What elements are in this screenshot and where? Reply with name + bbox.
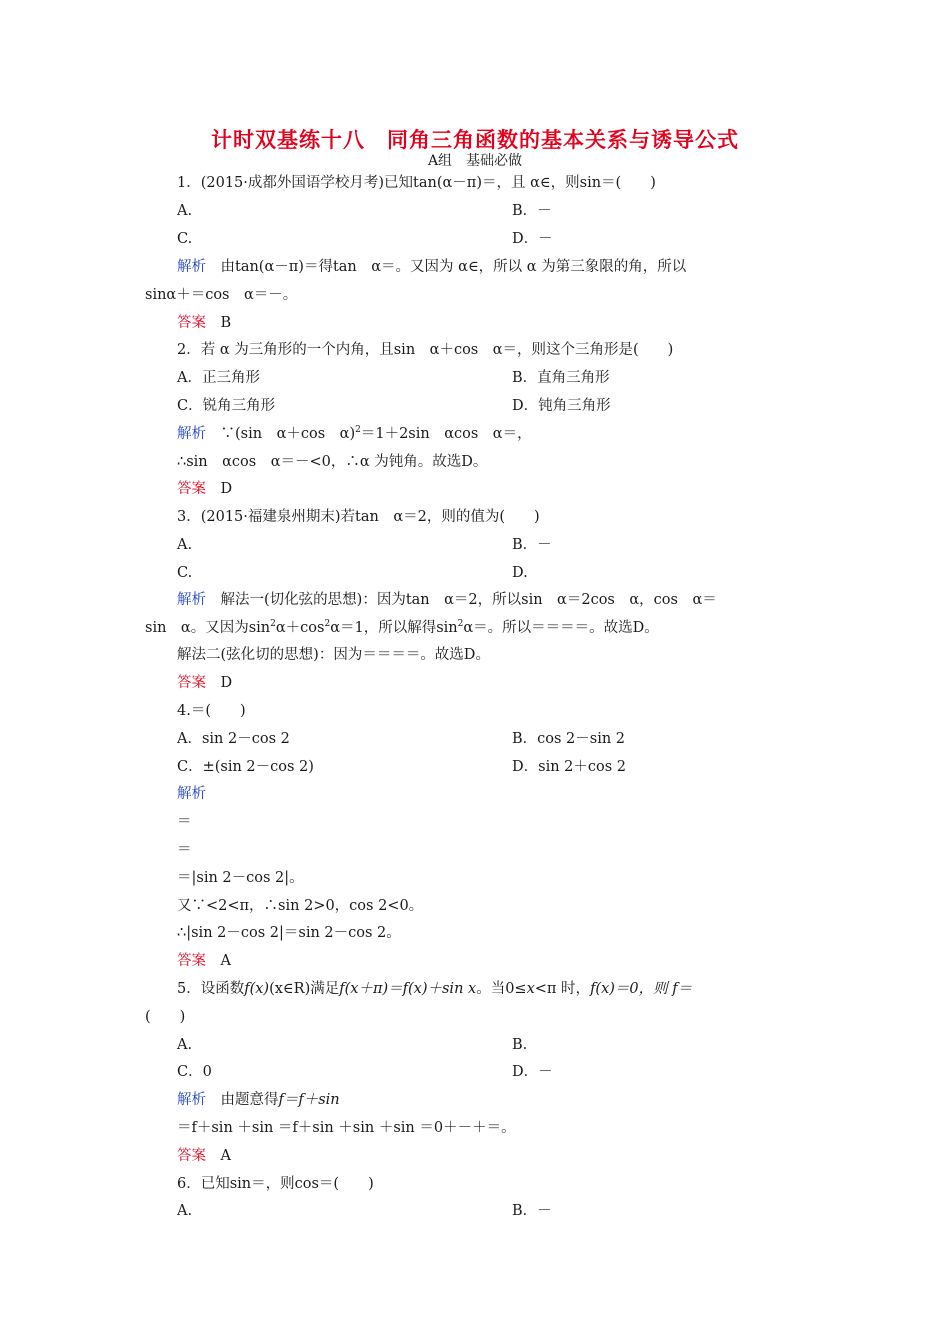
section-subtitle: A组 基础必做 <box>427 153 523 169</box>
q4-answer: 答案 A <box>177 953 231 969</box>
q3-option-d: D. <box>512 565 528 581</box>
q4-step-3: ＝|sin 2－cos 2|。 <box>177 870 304 886</box>
q5-option-c: C．0 <box>177 1064 212 1080</box>
q2-analysis: 解析 ∵(sin α＋cos α)$^2$＝1＋2sin αcos α＝， <box>177 425 532 442</box>
q4-step-5: ∴|sin 2－cos 2|＝sin 2－cos 2。 <box>177 925 401 941</box>
q1-analysis-cont: sinα＋＝cos α＝－。 <box>145 287 298 303</box>
q6-option-a: A. <box>177 1203 193 1219</box>
q3-answer: 答案 D <box>177 675 233 691</box>
analysis-label: 解析 <box>177 259 206 275</box>
analysis-label: 解析 <box>177 592 206 608</box>
q3-option-b: B．－ <box>512 537 552 553</box>
page-title: 计时双基练十八 同角三角函数的基本关系与诱导公式 <box>211 128 739 152</box>
q4-analysis-label: 解析 <box>177 786 206 802</box>
q3-option-c: C. <box>177 565 193 581</box>
q3-stem: 3．(2015·福建泉州期末)若tan α＝2，则的值为( ) <box>177 509 540 525</box>
answer-label: 答案 <box>177 1148 206 1164</box>
q5-stem: 5．设函数f(x)(x∈R)满足f(x＋π)＝f(x)＋sin x。当0≤x<π 时，f(x)＝0，则 f＝ <box>177 981 693 997</box>
q5-option-a: A. <box>177 1037 193 1053</box>
q1-option-c: C. <box>177 231 193 247</box>
q4-step-2: ＝ <box>177 842 192 858</box>
q4-option-a: A．sin 2－cos 2 <box>177 731 290 747</box>
q6-stem: 6．已知sin＝，则cos＝( ) <box>177 1176 374 1192</box>
q3-analysis: 解析 解法一(切化弦的思想)：因为tan α＝2，所以sin α＝2cos α，cos α＝ <box>177 592 717 608</box>
q1-option-a: A. <box>177 203 193 219</box>
answer-label: 答案 <box>177 953 206 969</box>
q4-option-b: B．cos 2－sin 2 <box>512 731 626 747</box>
q2-option-c: C．锐角三角形 <box>177 398 276 414</box>
q5-answer: 答案 A <box>177 1148 231 1164</box>
analysis-label: 解析 <box>177 1092 206 1108</box>
q1-answer: 答案 B <box>177 315 232 331</box>
q2-answer: 答案 D <box>177 481 233 497</box>
q3-analysis-cont: sin α。又因为$\sin^2\alpha+\cos^2\alpha=1$，所以解得$\sin^2\alpha=$。所以＝＝＝＝。故选D。 <box>145 619 659 636</box>
answer-label: 答案 <box>177 315 206 331</box>
q3-option-a: A. <box>177 537 193 553</box>
q4-option-c: C．±(sin 2－cos 2) <box>177 759 314 775</box>
q1-stem: 1．(2015·成都外国语学校月考)已知tan(α－π)＝，且 α∈，则sin＝( ) <box>177 175 656 191</box>
q6-option-b: B．－ <box>512 1203 552 1219</box>
q4-step-4: 又∵<2<π，∴sin 2>0，cos 2<0。 <box>177 898 424 914</box>
q4-step-1: ＝ <box>177 814 192 830</box>
q2-option-d: D．钝角三角形 <box>512 398 611 414</box>
answer-label: 答案 <box>177 481 206 497</box>
q2-stem: 2．若 α 为三角形的一个内角，且sin α＋cos α＝，则这个三角形是( ) <box>177 342 674 358</box>
answer-label: 答案 <box>177 675 206 691</box>
q5-option-b: B. <box>512 1037 528 1053</box>
q1-option-b: B．－ <box>512 203 552 219</box>
q5-option-d: D．－ <box>512 1064 553 1080</box>
q1-option-d: D．－ <box>512 231 553 247</box>
q5-analysis-cont: ＝f＋sin ＋sin ＝f＋sin ＋sin ＋sin ＝0＋－＋＝。 <box>177 1120 516 1136</box>
q5-stem-paren: ( ) <box>145 1009 186 1025</box>
q3-analysis-method2: 解法二(弦化切的思想)：因为＝＝＝＝。故选D。 <box>177 647 490 663</box>
q2-option-a: A．正三角形 <box>177 370 260 386</box>
q4-option-d: D．sin 2＋cos 2 <box>512 759 627 775</box>
q5-analysis: 解析 由题意得f＝f＋sin <box>177 1092 340 1108</box>
analysis-label: 解析 <box>177 426 206 442</box>
q4-stem: 4.＝( ) <box>177 703 246 719</box>
q2-option-b: B．直角三角形 <box>512 370 610 386</box>
q1-analysis: 解析 由tan(α－π)＝得tan α＝。又因为 α∈，所以 α 为第三象限的角，所以 <box>177 259 687 275</box>
q2-analysis-cont: ∴sin αcos α＝－<0，∴α 为钝角。故选D。 <box>177 454 488 470</box>
